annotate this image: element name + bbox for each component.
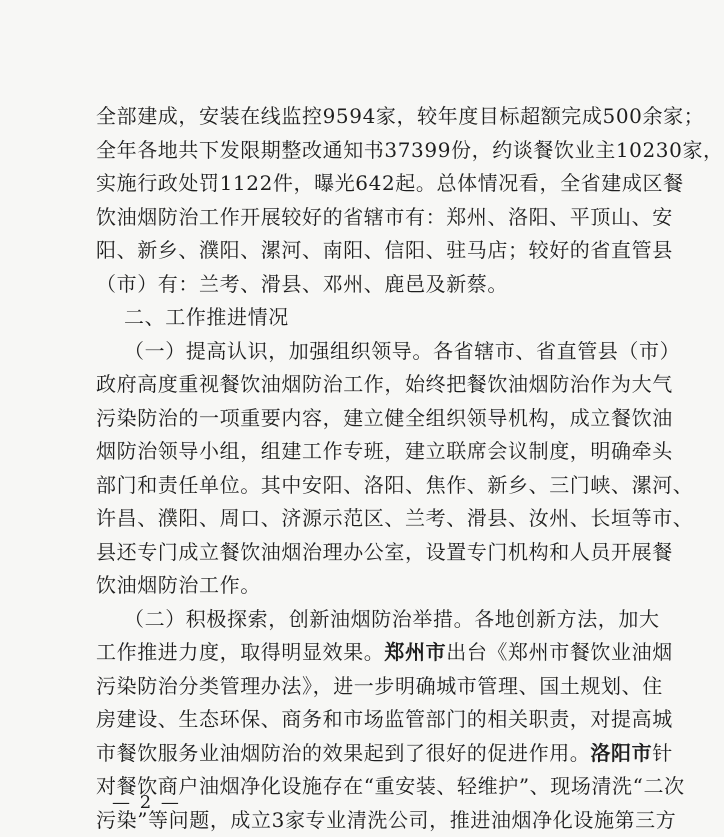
text-line	[96, 737, 582, 771]
text-segment: 工作推进力度，取得明显效果。	[96, 640, 384, 664]
text-line: （二）积极探索，创新油烟防治举措。各地创新方法，加大	[96, 603, 582, 637]
text-line: 县还专门成立餐饮油烟治理办公室，设置专门机构和人员开展餐	[96, 536, 582, 570]
text-line: 阳、新乡、濮阳、漯河、南阳、信阳、驻马店；较好的省直管县	[96, 234, 582, 268]
city-name-luoyang: 洛阳市	[590, 741, 652, 765]
text-line: 政府高度重视餐饮油烟防治工作，始终把餐饮油烟防治作为大气	[96, 368, 582, 402]
section-heading: 二、工作推进情况	[96, 301, 582, 335]
text-line: 饮油烟防治工作。	[96, 569, 582, 603]
city-name-zhengzhou: 郑州市	[384, 640, 446, 664]
text-line: 污染防治分类管理办法》，进一步明确城市管理、国土规划、住	[96, 670, 582, 704]
text-line: 烟防治领导小组，组建工作专班，建立联席会议制度，明确牵头	[96, 435, 582, 469]
text-line: （一）提高认识，加强组织领导。各省辖市、省直管县（市）	[96, 335, 582, 369]
text-line: 全部建成，安装在线监控9594家，较年度目标超额完成500余家；	[96, 100, 582, 134]
text-line: 污染防治的一项重要内容，建立健全组织领导机构，成立餐饮油	[96, 402, 582, 436]
text-line	[96, 636, 582, 670]
text-line: 部门和责任单位。其中安阳、洛阳、焦作、新乡、三门峡、漯河、	[96, 469, 582, 503]
body-text	[96, 100, 582, 837]
text-segment: 针	[652, 741, 673, 765]
text-line: 许昌、濮阳、周口、济源示范区、兰考、滑县、汝州、长垣等市、	[96, 502, 582, 536]
text-segment: 市餐饮服务业油烟防治的效果起到了很好的促进作用。	[96, 741, 590, 765]
text-line: 对餐饮商户油烟净化设施存在“重安装、轻维护”、现场清洗“二次	[96, 770, 582, 804]
text-line: 饮油烟防治工作开展较好的省辖市有：郑州、洛阳、平顶山、安	[96, 201, 582, 235]
text-segment: 出台《郑州市餐饮业油烟	[446, 640, 673, 664]
page-number: — 2 —	[112, 792, 181, 813]
text-line: 房建设、生态环保、商务和市场监管部门的相关职责，对提高城	[96, 703, 582, 737]
text-line: 全年各地共下发限期整改通知书37399份，约谈餐饮业主10230家，	[96, 134, 582, 168]
text-line: 污染”等问题，成立3家专业清洗公司，推进油烟净化设施第三方	[96, 804, 582, 837]
text-line: （市）有：兰考、滑县、邓州、鹿邑及新蔡。	[96, 268, 582, 302]
text-line: 实施行政处罚1122件，曝光642起。总体情况看，全省建成区餐	[96, 167, 582, 201]
